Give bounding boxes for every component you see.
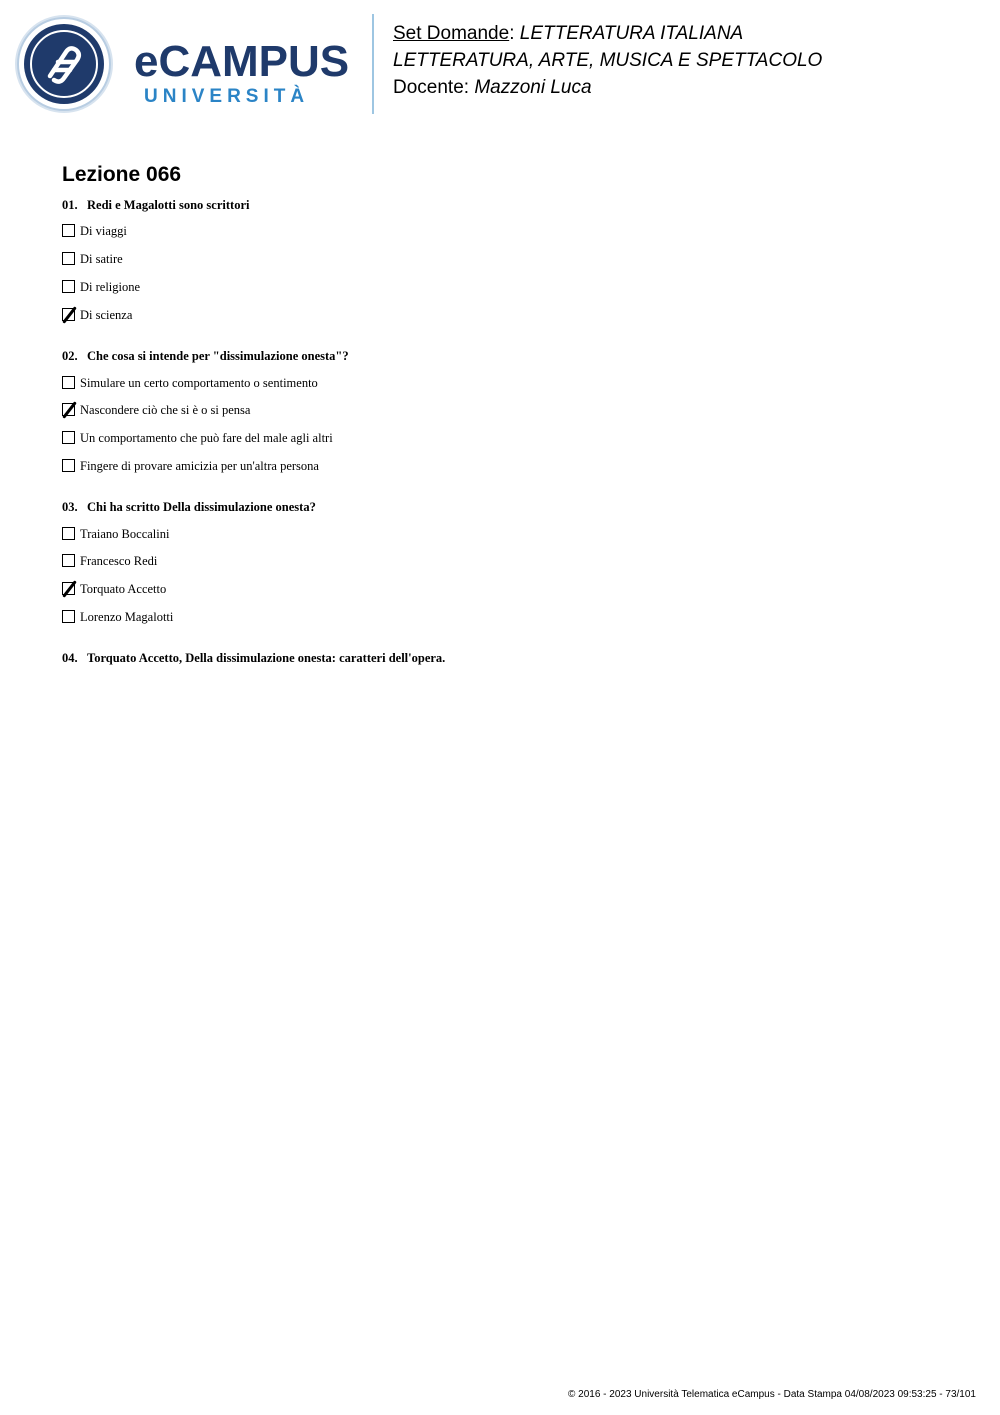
question-set-line <box>393 20 822 47</box>
brand-name: eCAMPUS <box>134 37 350 86</box>
answer-text: Fingere di provare amicizia per un'altra persona <box>80 459 319 473</box>
brand-subtitle: UNIVERSITÀ <box>144 86 310 107</box>
brand-wordmark <box>134 37 356 107</box>
lesson-title: Lezione 066 <box>62 163 182 186</box>
checkbox[interactable] <box>62 431 75 444</box>
header-divider <box>372 14 374 114</box>
question-number: 02. <box>62 349 78 363</box>
answer-text: Nascondere ciò che si è o si pensa <box>80 403 251 417</box>
checkbox[interactable] <box>62 527 75 540</box>
question-text: Che cosa si intende per "dissimulazione onesta"? <box>87 349 349 363</box>
answer-text: Traiano Boccalini <box>80 527 170 541</box>
question-number: 01. <box>62 198 78 212</box>
set-value: LETTERATURA ITALIANA <box>519 23 744 44</box>
answer-text: Di scienza <box>80 308 133 322</box>
teacher-name: Mazzoni Luca <box>474 77 592 98</box>
answer-text: Francesco Redi <box>80 554 158 568</box>
checkbox-checked[interactable] <box>62 582 75 595</box>
course-info <box>393 20 822 101</box>
answer-text: Di viaggi <box>80 224 127 238</box>
question-text: Torquato Accetto, Della dissimulazione onesta: caratteri dell'opera. <box>87 651 446 665</box>
checkbox-checked[interactable] <box>62 308 75 321</box>
document-header <box>0 0 1000 130</box>
question-title <box>62 499 316 515</box>
answer-text: Di satire <box>80 252 123 266</box>
set-colon: : <box>509 23 520 44</box>
set-label: Set Domande <box>393 23 510 44</box>
question-title <box>62 348 349 364</box>
question-title <box>62 197 249 213</box>
teacher-label: Docente: <box>393 77 475 98</box>
question-text: Redi e Magalotti sono scrittori <box>87 198 250 212</box>
checkbox[interactable] <box>62 252 75 265</box>
checkbox[interactable] <box>62 554 75 567</box>
checkbox[interactable] <box>62 459 75 472</box>
question-number: 04. <box>62 651 78 665</box>
answer-text: Simulare un certo comportamento o sentimento <box>80 376 318 390</box>
answer-text: Torquato Accetto <box>80 582 167 596</box>
ecampus-seal-logo <box>14 14 114 114</box>
course-category: LETTERATURA, ARTE, MUSICA E SPETTACOLO <box>393 50 823 71</box>
question-number: 03. <box>62 500 78 514</box>
answer-text: Lorenzo Magalotti <box>80 610 174 624</box>
question-title <box>62 650 445 666</box>
question-text: Chi ha scritto Della dissimulazione onesta? <box>87 500 316 514</box>
page-footer: © 2016 - 2023 Università Telematica eCampus - Data Stampa 04/08/2023 09:53:25 - 73/101 <box>568 1389 976 1400</box>
answer-text: Un comportamento che può fare del male agli altri <box>80 431 333 445</box>
checkbox[interactable] <box>62 610 75 623</box>
checkbox[interactable] <box>62 280 75 293</box>
checkbox-checked[interactable] <box>62 403 75 416</box>
answer-text: Di religione <box>80 280 141 294</box>
checkbox[interactable] <box>62 376 75 389</box>
teacher-line <box>393 74 822 101</box>
checkbox[interactable] <box>62 224 75 237</box>
